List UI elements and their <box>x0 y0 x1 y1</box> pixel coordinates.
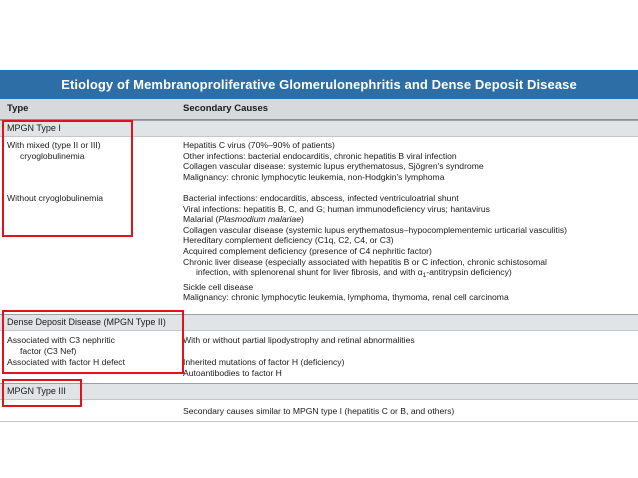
causes-cell-without-cryoglobulinemia <box>183 193 635 303</box>
cause-line-malarial <box>183 214 635 225</box>
type-column-header: Type <box>7 103 29 114</box>
cause-line: Collagen vascular disease (systemic lupus erythematosus–hypocomplementemic urticarial vasculitis) <box>183 224 568 235</box>
causes-column-header: Secondary Causes <box>183 103 269 114</box>
cause-line: Bacterial infections: endocarditis, abscess, infected ventriculoatrial shunt <box>183 193 459 203</box>
cause-line: Sickle cell disease <box>183 281 254 292</box>
type-line: With mixed (type II or III) <box>7 140 101 150</box>
highlight-box-dense-deposit-disease <box>2 310 184 374</box>
type-line: cryoglobulinemia <box>20 150 85 161</box>
causes-cell-factor-h-defect <box>183 357 635 378</box>
column-header-row <box>0 99 638 120</box>
section-header-dense-deposit-disease: Dense Deposit Disease (MPGN Type II) <box>0 314 638 331</box>
causes-cell-mpgn-type-3 <box>183 406 635 417</box>
cause-italic-organism: Plasmodium malariae <box>218 214 301 225</box>
cause-line: Hereditary complement deficiency (C1q, C2, C4, or C3) <box>183 235 394 246</box>
cause-line: Chronic liver disease (especially associated with hepatitis B or C infection, chronic schistosomal <box>183 256 547 267</box>
cause-line-continuation <box>183 267 635 282</box>
cause-line: Secondary causes similar to MPGN type I (hepatitis C or B, and others) <box>183 406 455 416</box>
causes-cell-c3-nephritic-factor <box>183 335 635 346</box>
section-header-mpgn-type-3: MPGN Type III <box>0 383 638 400</box>
cause-text: Malarial ( <box>183 214 219 225</box>
cause-line: Malignancy: chronic lymphocytic leukemia, non-Hodgkin's lymphoma <box>183 171 445 182</box>
cause-line: Acquired complement deficiency (presence of C4 nephritic factor) <box>183 245 432 256</box>
cause-subscript: 1 <box>422 272 427 280</box>
highlight-box-mpgn-type-1 <box>2 120 133 237</box>
highlight-box-mpgn-type-3 <box>2 379 82 407</box>
cause-line: Collagen vascular disease: systemic lupus erythematosus, Sjögren's syndrome <box>183 161 484 172</box>
type-line: Associated with factor H defect <box>7 357 125 367</box>
cause-line: Malignancy: chronic lymphocytic leukemia, lymphoma, thymoma, renal cell carcinoma <box>183 292 509 303</box>
causes-cell-mixed-cryoglobulinemia <box>183 140 635 182</box>
cause-line: With or without partial lipodystrophy and retinal abnormalities <box>183 335 415 345</box>
type-line: Associated with C3 nephritic <box>7 335 115 345</box>
section-header-mpgn-type-1: MPGN Type I <box>0 120 638 137</box>
cause-text: -antitrypsin deficiency) <box>426 267 512 278</box>
cause-line: Viral infections: hepatitis B, C, and G; human immunodeficiency virus; hantavirus <box>183 203 490 214</box>
cause-line: Other infections: bacterial endocarditis, chronic hepatitis B viral infection <box>183 150 457 161</box>
cause-line: Inherited mutations of factor H (deficiency) <box>183 357 345 367</box>
cause-line: Hepatitis C virus (70%–90% of patients) <box>183 140 335 150</box>
type-line: Without cryoglobulinemia <box>7 193 104 203</box>
cause-text: infection, with splenorenal shunt for liver fibrosis, and with α <box>196 267 423 278</box>
type-line: factor (C3 Nef) <box>20 345 77 356</box>
section-body-mpgn-type-3 <box>0 400 638 422</box>
cause-line: Autoantibodies to factor H <box>183 367 282 378</box>
cause-text: ) <box>300 214 304 225</box>
table-title: Etiology of Membranoproliferative Glomerulonephritis and Dense Deposit Disease <box>0 70 638 99</box>
